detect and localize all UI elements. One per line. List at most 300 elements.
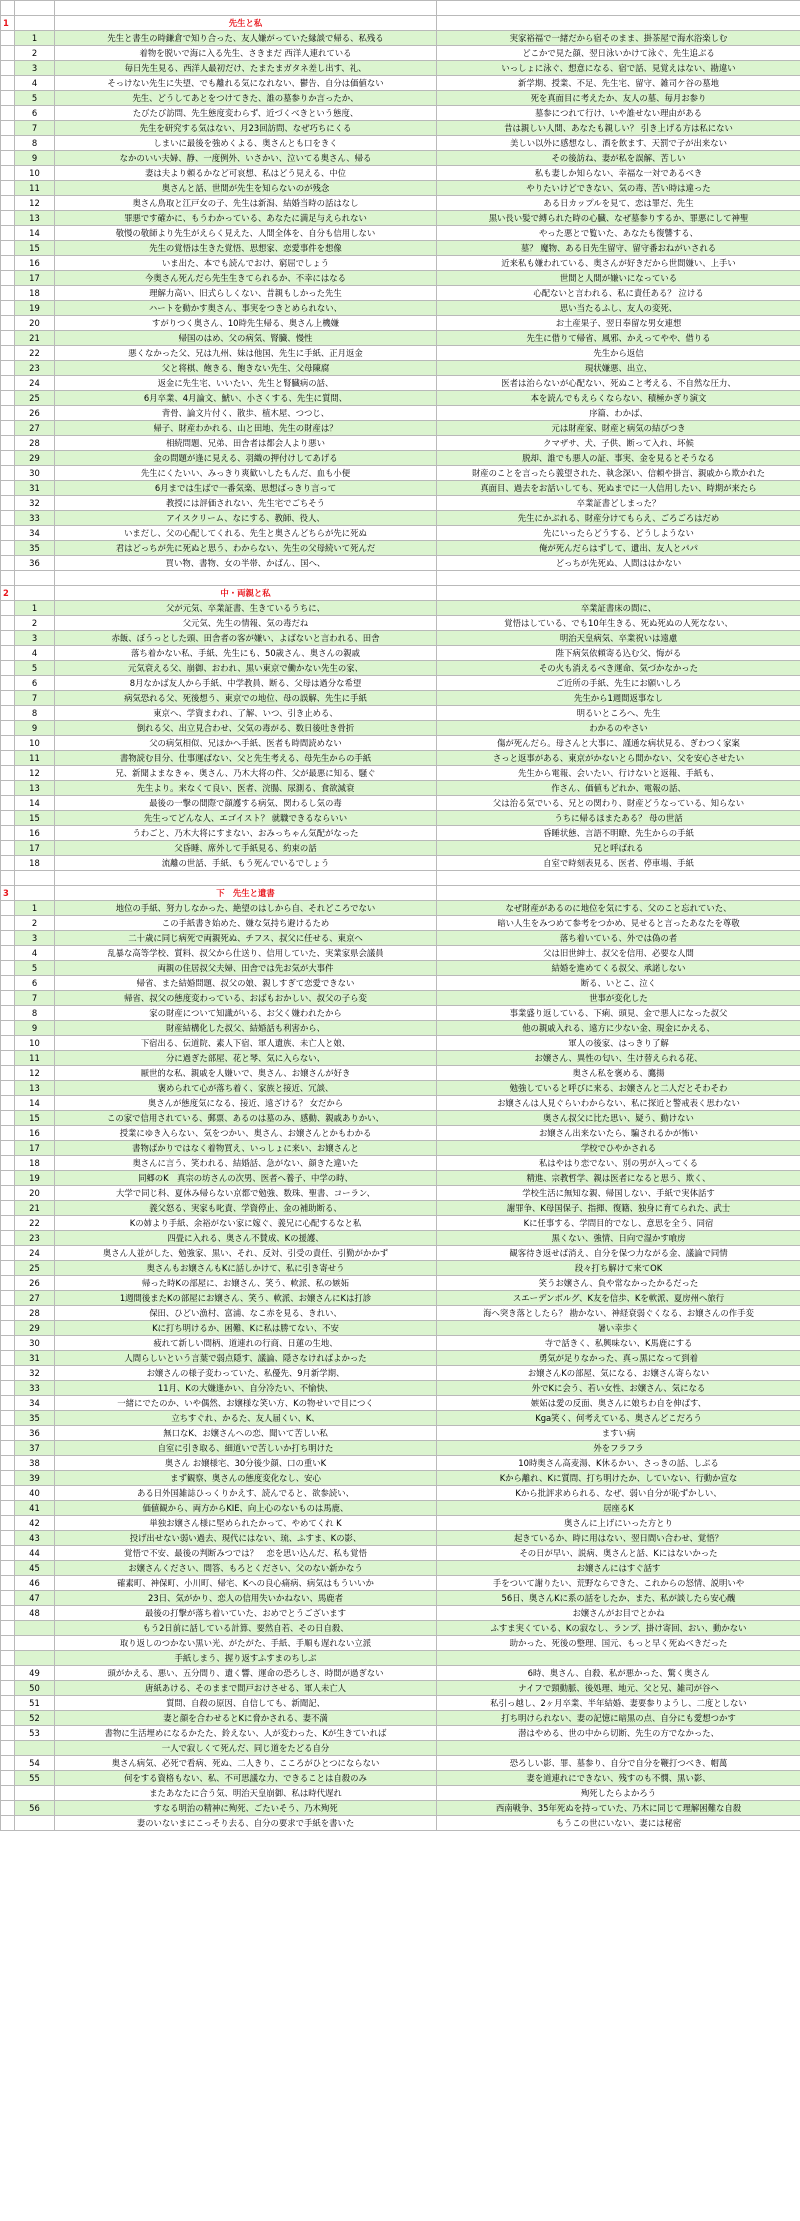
empty-cell[interactable] — [1, 1591, 15, 1606]
summary-cell-right[interactable]: お嬢さんにはすぐ話す — [437, 1561, 800, 1576]
empty-cell[interactable] — [1, 301, 15, 316]
summary-cell-right[interactable]: 世事が変化した — [437, 991, 800, 1006]
summary-cell-right[interactable]: 父は治る気でいる、兄との関わり、財産どうなっている、知らない — [437, 796, 800, 811]
chapter-number[interactable]: 10 — [15, 166, 55, 181]
summary-cell-left[interactable]: 奥さんと話、世間が先生を知らないのが残念 — [55, 181, 437, 196]
chapter-number[interactable]: 9 — [15, 1021, 55, 1036]
empty-cell[interactable] — [1, 391, 15, 406]
empty-cell[interactable] — [1, 766, 15, 781]
summary-cell-left[interactable]: 書物に生活埋めになるかたた、鈴えない、人が変わった、Kが生きていれば — [55, 1726, 437, 1741]
empty-cell[interactable] — [1, 1006, 15, 1021]
chapter-number[interactable]: 11 — [15, 1051, 55, 1066]
empty-cell[interactable] — [1, 1516, 15, 1531]
summary-cell-left[interactable]: 厭世的な私、親戚を人嫌いで、奥さん、お嬢さんが好き — [55, 1066, 437, 1081]
summary-cell-left[interactable]: 金の問題が逢に見える、羽織の押付けしてあげる — [55, 451, 437, 466]
summary-cell-right[interactable]: 私も妻しか知らない、幸福な一対であるべき — [437, 166, 800, 181]
summary-cell-left[interactable]: 帰子、財産わかれる、山と田地、先生の財産は？ — [55, 421, 437, 436]
chapter-number[interactable]: 13 — [15, 1081, 55, 1096]
chapter-number[interactable]: 10 — [15, 736, 55, 751]
empty-cell[interactable] — [1, 1771, 15, 1786]
empty-cell[interactable] — [1, 1, 15, 16]
chapter-number[interactable]: 2 — [15, 46, 55, 61]
chapter-number[interactable]: 4 — [15, 76, 55, 91]
summary-cell-left[interactable]: 毎日先生見る、西洋人最初だけ、たまたまガタネ差し出す、礼、 — [55, 61, 437, 76]
chapter-number[interactable]: 8 — [15, 136, 55, 151]
empty-cell[interactable] — [1, 1111, 15, 1126]
empty-cell[interactable] — [1, 811, 15, 826]
summary-cell-left[interactable]: 下宿出る、伝道院、素人下宿、軍人遺族、未亡人と娘、 — [55, 1036, 437, 1051]
chapter-number[interactable]: 29 — [15, 1321, 55, 1336]
empty-cell[interactable] — [1, 496, 15, 511]
chapter-number[interactable]: 6 — [15, 976, 55, 991]
summary-cell-left[interactable]: 教授には評価されない、先生宅でごちそう — [55, 496, 437, 511]
summary-cell-left[interactable]: 赤飯、ぼうっとした頭、田舎者の客が嫌い、よばないと言われる、田舎 — [55, 631, 437, 646]
summary-cell-right[interactable]: その火も消えるべき運命、気づかなかった — [437, 661, 800, 676]
summary-cell-right[interactable]: さっと返事がある、東京がかないとら間かない、父を安心させたい — [437, 751, 800, 766]
chapter-number[interactable]: 19 — [15, 301, 55, 316]
chapter-number[interactable]: 3 — [15, 631, 55, 646]
empty-cell[interactable] — [1, 136, 15, 151]
empty-cell[interactable] — [1, 1366, 15, 1381]
empty-cell[interactable] — [1, 271, 15, 286]
empty-cell[interactable] — [1, 1261, 15, 1276]
summary-cell-left[interactable]: 父が元気、卒業証書、生きているうちに、 — [55, 601, 437, 616]
chapter-number[interactable]: 13 — [15, 781, 55, 796]
summary-cell-right[interactable]: 海へ突き落としたら？ 勘かない、神経衰弱ぐくなる、お嬢さんの作手変 — [437, 1306, 800, 1321]
summary-cell-right[interactable]: 寺で話きく、私興味ない、K馬鹿にする — [437, 1336, 800, 1351]
chapter-number[interactable]: 1 — [15, 601, 55, 616]
empty-cell[interactable] — [15, 871, 55, 886]
summary-cell-right[interactable]: 傷が死んだら。母さんと大事に、謹通な病状見る、ぎわつく家案 — [437, 736, 800, 751]
chapter-number[interactable]: 32 — [15, 496, 55, 511]
empty-cell[interactable] — [1, 196, 15, 211]
summary-cell-right[interactable]: その後訪ね、妻が私を誤解、苦しい — [437, 151, 800, 166]
empty-cell[interactable] — [1, 676, 15, 691]
empty-cell[interactable] — [1, 361, 15, 376]
empty-cell[interactable] — [1, 661, 15, 676]
empty-cell[interactable] — [15, 886, 55, 901]
summary-cell-left[interactable]: お嬢さんください、間答、もろとください、父のない新かなう — [55, 1561, 437, 1576]
summary-cell-left[interactable]: 覚悟で不安、最後の判断みつでは？ 恋を思い込んだ、私も覚悟 — [55, 1546, 437, 1561]
empty-cell[interactable] — [1, 856, 15, 871]
empty-cell[interactable] — [1, 1561, 15, 1576]
chapter-number[interactable]: 21 — [15, 1201, 55, 1216]
summary-cell-left[interactable]: 無口なK、お嬢さんへの恋、聞いて苦しい私 — [55, 1426, 437, 1441]
chapter-number[interactable]: 18 — [15, 286, 55, 301]
summary-cell-left[interactable]: ハートを動かす奥さん、事実をつきとめられない、 — [55, 301, 437, 316]
summary-cell-right[interactable]: 打ち明けられない、妻の記憶に暗黒の点、自分にも愛想つかす — [437, 1711, 800, 1726]
summary-cell-right[interactable]: ふすま実くている、Kの寂なし、ランプ、掛け寄回、おい、動かない — [437, 1621, 800, 1636]
empty-cell[interactable] — [1, 931, 15, 946]
chapter-number[interactable]: 23 — [15, 1231, 55, 1246]
empty-cell[interactable] — [1, 466, 15, 481]
summary-cell-left[interactable]: 君はどっちが先に死ぬと思う、わからない、先生の父母続いて死んだ — [55, 541, 437, 556]
chapter-number[interactable]: 36 — [15, 1426, 55, 1441]
section-number[interactable]: 3 — [1, 886, 15, 901]
summary-cell-left[interactable]: 1週間後またKの部屋にお嬢さん、笑う、軟派、お嬢さんにKは打診 — [55, 1291, 437, 1306]
summary-cell-right[interactable]: やった悪とで覧いた、あなたも復讐する、 — [437, 226, 800, 241]
empty-cell[interactable] — [1, 1636, 15, 1651]
empty-cell[interactable] — [1, 1456, 15, 1471]
section-title[interactable]: 先生と私 — [55, 16, 437, 31]
summary-cell-left[interactable]: 病気恐れる父、死後想う、東京での地位、母の誤解、先生に手紙 — [55, 691, 437, 706]
empty-cell[interactable] — [437, 871, 800, 886]
empty-cell[interactable] — [1, 331, 15, 346]
chapter-number[interactable]: 41 — [15, 1501, 55, 1516]
summary-cell-right[interactable]: 起きているか、時に用はない、翌日間い合わせ、覚悟？ — [437, 1531, 800, 1546]
empty-cell[interactable] — [1, 91, 15, 106]
summary-cell-right[interactable]: 落ち着いている、外では偽の者 — [437, 931, 800, 946]
summary-cell-right[interactable]: 真面目、過去をお話いしても、死ぬまでに一人信用したい、時期が来たら — [437, 481, 800, 496]
empty-cell[interactable] — [1, 1306, 15, 1321]
chapter-number[interactable]: 39 — [15, 1471, 55, 1486]
summary-cell-left[interactable]: 帰省、また結婚問題、叔父の娘、親しすぎて恋愛できない — [55, 976, 437, 991]
summary-cell-right[interactable]: Kから批評求められる、なぜ、弱い自分が恥ずかしい、 — [437, 1486, 800, 1501]
summary-cell-left[interactable]: 6月までは生ばで一番気楽、思想ばっきり言って — [55, 481, 437, 496]
summary-cell-left[interactable]: 買い物、書物、女の半帯、かばん、国へ、 — [55, 556, 437, 571]
summary-cell-right[interactable]: ご近所の手紙、先生にお願いしろ — [437, 676, 800, 691]
chapter-number[interactable]: 14 — [15, 1096, 55, 1111]
chapter-number[interactable]: 25 — [15, 391, 55, 406]
summary-cell-left[interactable]: 授業にゆき入らない、気をつかい、奥さん、お嬢さんとかもわかる — [55, 1126, 437, 1141]
summary-cell-right[interactable]: 覚悟はしている、でも10年生きる、死ぬ死ぬの人死なない、 — [437, 616, 800, 631]
summary-cell-right[interactable]: Kに任事する、学問目的でなし、意思を全う、同宿 — [437, 1216, 800, 1231]
empty-cell[interactable] — [1, 556, 15, 571]
empty-cell[interactable] — [1, 1081, 15, 1096]
empty-cell[interactable] — [1, 841, 15, 856]
chapter-number[interactable] — [15, 1816, 55, 1831]
empty-cell[interactable] — [1, 511, 15, 526]
summary-cell-left[interactable]: 奥さんもお嬢さんもKに話しかけて、私に引き寄せう — [55, 1261, 437, 1276]
chapter-number[interactable] — [15, 1636, 55, 1651]
summary-cell-left[interactable]: 保田、ひどい漁村、富浦、なこ赤を見る、きれい、 — [55, 1306, 437, 1321]
chapter-number[interactable]: 18 — [15, 1156, 55, 1171]
empty-cell[interactable] — [437, 886, 800, 901]
summary-cell-left[interactable]: 人間らしいという言葉で弱点隠す、議論、隠さなければよかった — [55, 1351, 437, 1366]
chapter-number[interactable]: 3 — [15, 931, 55, 946]
empty-cell[interactable] — [1, 1231, 15, 1246]
chapter-number[interactable]: 18 — [15, 856, 55, 871]
chapter-number[interactable]: 2 — [15, 916, 55, 931]
summary-cell-right[interactable]: 6時、奥さん、自殺、私が悪かった、驚く奥さん — [437, 1666, 800, 1681]
chapter-number[interactable]: 38 — [15, 1456, 55, 1471]
chapter-number[interactable]: 26 — [15, 1276, 55, 1291]
chapter-number[interactable]: 50 — [15, 1681, 55, 1696]
summary-cell-right[interactable]: 結婚を進めてくる叔父、承諾しない — [437, 961, 800, 976]
chapter-number[interactable]: 32 — [15, 1366, 55, 1381]
chapter-number[interactable]: 22 — [15, 1216, 55, 1231]
empty-cell[interactable] — [15, 16, 55, 31]
empty-cell[interactable] — [15, 571, 55, 586]
summary-cell-left[interactable]: 家の財産について知識がいる、お父く嫌われたから — [55, 1006, 437, 1021]
empty-cell[interactable] — [1, 31, 15, 46]
summary-cell-left[interactable]: Kに打ち明けるか、困難、Kに私は勝てない、不安 — [55, 1321, 437, 1336]
chapter-number[interactable]: 56 — [15, 1801, 55, 1816]
summary-cell-right[interactable]: 私はやはり恋でない、別の男が入ってくる — [437, 1156, 800, 1171]
summary-cell-right[interactable]: 断る、いとこ、泣く — [437, 976, 800, 991]
summary-cell-right[interactable]: 段々打ち解けて来てOK — [437, 1261, 800, 1276]
summary-cell-left[interactable]: 父と将棋、飽きる、飽きない先生、父母陳腐 — [55, 361, 437, 376]
empty-cell[interactable] — [55, 871, 437, 886]
summary-cell-left[interactable]: 帰省、叔父の態度変わっている、おばもおかしい、叔父の子ら変 — [55, 991, 437, 1006]
summary-cell-right[interactable]: 奥さんに上げにいった方とり — [437, 1516, 800, 1531]
empty-cell[interactable] — [1, 751, 15, 766]
summary-cell-left[interactable]: この手紙書き始めた、嫌な気持ち避けるため — [55, 916, 437, 931]
chapter-number[interactable]: 51 — [15, 1696, 55, 1711]
empty-cell[interactable] — [1, 1186, 15, 1201]
chapter-number[interactable]: 35 — [15, 1411, 55, 1426]
section-title[interactable]: 下 先生と遺書 — [55, 886, 437, 901]
chapter-number[interactable]: 45 — [15, 1561, 55, 1576]
chapter-number[interactable]: 30 — [15, 466, 55, 481]
chapter-number[interactable]: 17 — [15, 841, 55, 856]
empty-cell[interactable] — [1, 1276, 15, 1291]
summary-cell-right[interactable] — [437, 1741, 800, 1756]
chapter-number[interactable]: 33 — [15, 511, 55, 526]
summary-cell-right[interactable]: 助かった、死後の整理、国元、もっと早く死ぬべきだった — [437, 1636, 800, 1651]
empty-cell[interactable] — [1, 901, 15, 916]
chapter-number[interactable]: 40 — [15, 1486, 55, 1501]
chapter-number[interactable]: 17 — [15, 1141, 55, 1156]
chapter-number[interactable]: 33 — [15, 1381, 55, 1396]
summary-cell-right[interactable]: 昏睡状態、言語不明瞭、先生からの手紙 — [437, 826, 800, 841]
summary-cell-left[interactable]: お嬢さんの様子変わっていた、私優先、9月新学期、 — [55, 1366, 437, 1381]
chapter-number[interactable]: 14 — [15, 226, 55, 241]
chapter-number[interactable]: 29 — [15, 451, 55, 466]
summary-cell-left[interactable]: 義父怒る、実家も叱責、学資停止、金の補助断る、 — [55, 1201, 437, 1216]
empty-cell[interactable] — [1, 1711, 15, 1726]
summary-cell-left[interactable]: 11月、Kの大嫌逢かい、自分冷たい、不愉快、 — [55, 1381, 437, 1396]
summary-cell-right[interactable]: 俺が死んだらはずして、遺出、友人とパパ — [437, 541, 800, 556]
chapter-number[interactable]: 34 — [15, 526, 55, 541]
empty-cell[interactable] — [1, 376, 15, 391]
summary-cell-right[interactable]: 黒くない、強情、日向で湿かす喰房 — [437, 1231, 800, 1246]
empty-cell[interactable] — [1, 346, 15, 361]
summary-cell-right[interactable]: 観客待き返せば消え、自分を保つ力ながる金、議論で同情 — [437, 1246, 800, 1261]
summary-cell-right[interactable]: 恐ろしい影、罪、墓参り、自分で自分を鞭打つべき、帽萬 — [437, 1756, 800, 1771]
chapter-number[interactable]: 6 — [15, 676, 55, 691]
chapter-number[interactable]: 54 — [15, 1756, 55, 1771]
chapter-number[interactable]: 46 — [15, 1576, 55, 1591]
summary-cell-left[interactable]: 疲れて新しい間柄、道連れの行商、日蓮の生地、 — [55, 1336, 437, 1351]
empty-cell[interactable] — [1, 721, 15, 736]
section-number[interactable]: 1 — [1, 16, 15, 31]
summary-cell-left[interactable]: 8月なかば友人から手紙、中学教員、断る、父母は過分な希望 — [55, 676, 437, 691]
summary-cell-right[interactable]: 美しい以外に感想なし、酒を飲ます、天罰で子が出来ない — [437, 136, 800, 151]
empty-cell[interactable] — [1, 736, 15, 751]
empty-cell[interactable] — [1, 1606, 15, 1621]
chapter-number[interactable]: 2 — [15, 616, 55, 631]
empty-cell[interactable] — [15, 586, 55, 601]
chapter-number[interactable]: 11 — [15, 751, 55, 766]
chapter-number[interactable]: 4 — [15, 946, 55, 961]
chapter-number[interactable]: 15 — [15, 1111, 55, 1126]
summary-cell-right[interactable]: Kから離れ、Kに質問、打ち明けたか、していない、行動か宣な — [437, 1471, 800, 1486]
summary-cell-right[interactable]: 卒業証書どしまった？ — [437, 496, 800, 511]
empty-cell[interactable] — [1, 481, 15, 496]
chapter-number[interactable]: 16 — [15, 1126, 55, 1141]
empty-cell[interactable] — [1, 1066, 15, 1081]
summary-cell-left[interactable]: 流離の世話、手紙、もう死んでいるでしょう — [55, 856, 437, 871]
empty-cell[interactable] — [1, 1621, 15, 1636]
chapter-number[interactable]: 6 — [15, 106, 55, 121]
summary-cell-right[interactable]: いっしょに泳ぐ、想意になる、宿で話、見覚えはない、勘違い — [437, 61, 800, 76]
summary-cell-right[interactable]: お嬢さん出来ないたら、騙されるかが怖い — [437, 1126, 800, 1141]
chapter-number[interactable]: 19 — [15, 1171, 55, 1186]
empty-cell[interactable] — [1, 1351, 15, 1366]
summary-cell-right[interactable]: お嬢さんがお目でとかね — [437, 1606, 800, 1621]
chapter-number[interactable] — [15, 1651, 55, 1666]
empty-cell[interactable] — [1, 406, 15, 421]
summary-cell-right[interactable]: 自室で時刻表見る、医者、停車場、手紙 — [437, 856, 800, 871]
summary-cell-left[interactable]: うわごと、乃木大将にすまない、おみっちゃん気配がなった — [55, 826, 437, 841]
chapter-number[interactable]: 16 — [15, 256, 55, 271]
summary-cell-left[interactable]: ある日外国雑誌ひっくりかえす、読んでると、欲参読い、 — [55, 1486, 437, 1501]
empty-cell[interactable] — [1, 1786, 15, 1801]
empty-cell[interactable] — [1, 1321, 15, 1336]
chapter-number[interactable]: 16 — [15, 826, 55, 841]
summary-cell-left[interactable]: 両親の住居叔父夫婦、田舎では先お気が大事件 — [55, 961, 437, 976]
empty-cell[interactable] — [1, 1441, 15, 1456]
empty-cell[interactable] — [1, 1126, 15, 1141]
summary-cell-right[interactable]: 勉強していると呼びに来る、お嬢さんと二人だとそわそわ — [437, 1081, 800, 1096]
chapter-number[interactable]: 26 — [15, 406, 55, 421]
chapter-number[interactable]: 8 — [15, 706, 55, 721]
summary-cell-left[interactable]: 自室に引き取る、細道いで苦しいか打ち明けた — [55, 1441, 437, 1456]
summary-cell-right[interactable]: スエーデンボルグ、K友を信歩、Kを軟派、夏房州へ旅行 — [437, 1291, 800, 1306]
summary-cell-right[interactable]: うちに帰るほまたある？ 母の世話 — [437, 811, 800, 826]
empty-cell[interactable] — [1, 1201, 15, 1216]
empty-cell[interactable] — [1, 961, 15, 976]
chapter-number[interactable]: 25 — [15, 1261, 55, 1276]
summary-cell-left[interactable]: 先生ってどんな人、エゴイスト？ 就職できるならいい — [55, 811, 437, 826]
empty-cell[interactable] — [1, 166, 15, 181]
chapter-number[interactable]: 35 — [15, 541, 55, 556]
chapter-number[interactable]: 34 — [15, 1396, 55, 1411]
empty-cell[interactable] — [1, 241, 15, 256]
chapter-number[interactable]: 7 — [15, 121, 55, 136]
summary-cell-right[interactable]: 作さん、価値もどれか、電報の話、 — [437, 781, 800, 796]
empty-cell[interactable] — [1, 1171, 15, 1186]
summary-cell-right[interactable]: 奥さん私を褒める、鷹揚 — [437, 1066, 800, 1081]
chapter-number[interactable]: 11 — [15, 181, 55, 196]
chapter-number[interactable]: 5 — [15, 661, 55, 676]
empty-cell[interactable] — [1, 151, 15, 166]
empty-cell[interactable] — [1, 526, 15, 541]
empty-cell[interactable] — [1, 1216, 15, 1231]
empty-cell[interactable] — [1, 1141, 15, 1156]
empty-cell[interactable] — [1, 1021, 15, 1036]
summary-cell-right[interactable]: 明るいところへ、先生 — [437, 706, 800, 721]
summary-cell-left[interactable]: 先生の覚悟は生きた覚悟、思想家、恋愛事件を想像 — [55, 241, 437, 256]
empty-cell[interactable] — [1, 1336, 15, 1351]
summary-cell-right[interactable]: 外をフラフラ — [437, 1441, 800, 1456]
summary-cell-left[interactable]: 帰った時Kの部屋に、お嬢さん、笑う、軟派、私の嫉妬 — [55, 1276, 437, 1291]
chapter-number[interactable]: 37 — [15, 1441, 55, 1456]
summary-cell-left[interactable]: Kの姉より手紙、余裕がない家に嫁ぐ、義兄に心配するなと私 — [55, 1216, 437, 1231]
chapter-number[interactable]: 21 — [15, 331, 55, 346]
summary-cell-left[interactable]: 倒れる父、出立見合わせ、父気の毒がる、数日後吐き骨折 — [55, 721, 437, 736]
summary-cell-left[interactable]: 奥さん病気、必死で看病、死ぬ、二人きり、こころがひとつにならない — [55, 1756, 437, 1771]
empty-cell[interactable] — [1, 1681, 15, 1696]
summary-cell-right[interactable]: 暗い人生をみつめて参考をつかめ、見せると言ったあなたを尊敬 — [437, 916, 800, 931]
summary-cell-right[interactable]: 嫉妬は愛の反面、奥さんに娘ちわ自を伸ばす、 — [437, 1396, 800, 1411]
summary-cell-right[interactable]: 外でKに会う、若い女性、お嬢さん、気になる — [437, 1381, 800, 1396]
empty-cell[interactable] — [15, 1, 55, 16]
empty-cell[interactable] — [1, 181, 15, 196]
summary-cell-left[interactable]: 父の病気相似、兄ほかへ手紙、医者も時間読めない — [55, 736, 437, 751]
summary-cell-right[interactable]: 先生から電報、会いたい、行けないと返報、手紙も、 — [437, 766, 800, 781]
empty-cell[interactable] — [1, 826, 15, 841]
summary-cell-left[interactable]: 奥さん鳥取と江戸女の子、先生は新潟、結婚当時の話はなし — [55, 196, 437, 211]
summary-cell-right[interactable]: 西南戦争、35年死ぬを持っていた、乃木に同じて理解困難な自殺 — [437, 1801, 800, 1816]
empty-cell[interactable] — [1, 1576, 15, 1591]
chapter-number[interactable]: 9 — [15, 721, 55, 736]
summary-cell-right[interactable]: 本を読んでもえらくならない、積極かぎり演文 — [437, 391, 800, 406]
empty-cell[interactable] — [1, 1471, 15, 1486]
chapter-number[interactable]: 10 — [15, 1036, 55, 1051]
empty-cell[interactable] — [1, 1486, 15, 1501]
chapter-number[interactable]: 36 — [15, 556, 55, 571]
summary-cell-left[interactable]: 手紙しまう、握り返すふすまのちしぶ — [55, 1651, 437, 1666]
summary-cell-left[interactable]: 奥さん お嬢様宅、30分後少顔、口の重いK — [55, 1456, 437, 1471]
summary-cell-right[interactable]: 卒業証書床の間に、 — [437, 601, 800, 616]
summary-cell-left[interactable]: 同郷のK 真宗の坊さんの次男、医者へ養子、中学の時、 — [55, 1171, 437, 1186]
summary-cell-right[interactable]: ますい病 — [437, 1426, 800, 1441]
empty-cell[interactable] — [1, 451, 15, 466]
summary-cell-right[interactable]: 学校生活に無知な親、帰国しない、手紙で実体話す — [437, 1186, 800, 1201]
chapter-number[interactable]: 1 — [15, 901, 55, 916]
summary-cell-right[interactable]: 陛下病気依頼寄る込む父、悔がる — [437, 646, 800, 661]
summary-cell-right[interactable]: 新学期、授業、不足、先生宅、留守、雑司ケ谷の墓地 — [437, 76, 800, 91]
summary-cell-right[interactable]: ナイフで頸動脈、後処理、地元、父と兄、雑司が谷へ — [437, 1681, 800, 1696]
empty-cell[interactable] — [55, 1, 437, 16]
empty-cell[interactable] — [437, 571, 800, 586]
empty-cell[interactable] — [1, 946, 15, 961]
summary-cell-right[interactable]: 明治天皇病気、卒業祝いは遠慮 — [437, 631, 800, 646]
summary-cell-left[interactable]: いま出た、本でも読んでおけ、窮屈でしょう — [55, 256, 437, 271]
empty-cell[interactable] — [1, 1051, 15, 1066]
summary-cell-left[interactable]: 先生と書生の時鎌倉で知り合った、友人嫌がっていた縁談で帰る、私残る — [55, 31, 437, 46]
summary-cell-left[interactable]: 東京へ、学資まわれ、了解、いつ、引き止める、 — [55, 706, 437, 721]
summary-cell-right[interactable]: 昔は親しい人間、あなたも親しい？ 引き上げる方は私にない — [437, 121, 800, 136]
summary-cell-right[interactable]: 先生から返信 — [437, 346, 800, 361]
empty-cell[interactable] — [1, 1291, 15, 1306]
empty-cell[interactable] — [1, 1801, 15, 1816]
summary-cell-left[interactable]: 財産結構化した叔父、結婚話も利害から、 — [55, 1021, 437, 1036]
empty-cell[interactable] — [1, 646, 15, 661]
summary-cell-left[interactable]: 乱暴な高等学校、質料、叔父から仕送り、信用していた、実業家県会議員 — [55, 946, 437, 961]
summary-cell-left[interactable]: 先生、どうしてあとをつけてきた、誰の墓参りか言ったか、 — [55, 91, 437, 106]
summary-cell-right[interactable]: 墓？ 魔物、ある日先生留守、留守番おねがいされる — [437, 241, 800, 256]
empty-cell[interactable] — [1, 631, 15, 646]
chapter-number[interactable]: 17 — [15, 271, 55, 286]
chapter-number[interactable]: 13 — [15, 211, 55, 226]
empty-cell[interactable] — [1, 796, 15, 811]
summary-cell-left[interactable]: 奥さんに言う、笑われる、結婚話、急がない、顔きた違いた — [55, 1156, 437, 1171]
summary-cell-right[interactable]: Kga笑く、何考えている、奥さんどこだろう — [437, 1411, 800, 1426]
empty-cell[interactable] — [1, 1246, 15, 1261]
chapter-number[interactable]: 24 — [15, 376, 55, 391]
section-title[interactable]: 中・両親と私 — [55, 586, 437, 601]
chapter-number[interactable]: 22 — [15, 346, 55, 361]
empty-cell[interactable] — [1, 1426, 15, 1441]
summary-cell-right[interactable]: 妻を道連れにできない、残すのも不憫、黒い影、 — [437, 1771, 800, 1786]
empty-cell[interactable] — [1, 1756, 15, 1771]
summary-cell-left[interactable]: 妻のいないまにこっそり去る、自分の要求で手紙を書いた — [55, 1816, 437, 1831]
summary-cell-right[interactable]: 勇気が足りなかった、真っ黒になって到着 — [437, 1351, 800, 1366]
summary-cell-left[interactable]: 分に過ぎた部屋、花と琴、気に入らない、 — [55, 1051, 437, 1066]
